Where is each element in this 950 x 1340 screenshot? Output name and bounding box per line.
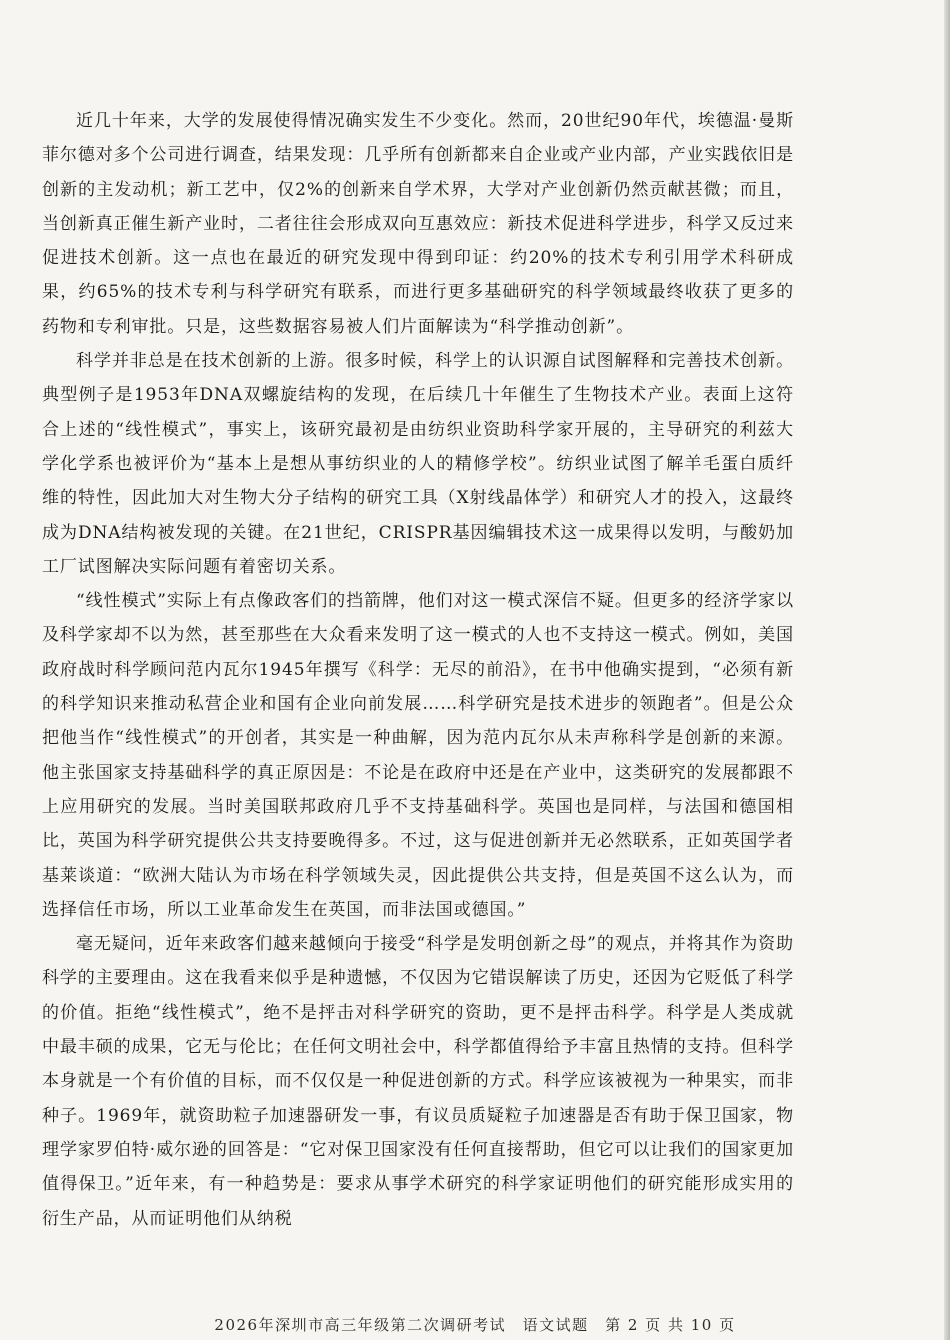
paragraph-1: 近几十年来，大学的发展使得情况确实发生不少变化。然而，20世纪90年代，埃德温·曼斯菲尔德对多个公司进行调查，结果发现：几乎所有创新都来自企业或产业内部，产业实践依旧是创新的主发动机；新工艺中，仅2%的创新来自学术界，大学对产业创新仍然贡献甚微；而且，当创新真正催生新产业时，二者往往会形成双向互惠效应：新技术促进科学进步，科学又反过来促进技术创新。这一点也在最近的研究发现中得到印证：约20%的技术专利引用学术科研成果，约65%的技术专利与科学研究有联系，而进行更多基础研究的科学领域最终收获了更多的药物和专利审批。只是，这些数据容易被人们片面解读为“科学推动创新”。 — [42, 111, 794, 337]
page-edge-shadow — [944, 0, 950, 1340]
paragraph-3: “线性模式”实际上有点像政客们的挡箭牌，他们对这一模式深信不疑。但更多的经济学家以及科学家却不以为然，甚至那些在大众看来发明了这一模式的人也不支持这一模式。例如，美国政府战时科学顾问范内瓦尔1945年撰写《科学：无尽的前沿》，在书中他确实提到，“必须有新的科学知识来推动私营企业和国有企业向前发展……科学研究是技术进步的领跑者”。但是公众把他当作“线性模式”的开创者，其实是一种曲解，因为范内瓦尔从未声称科学是创新的来源。他主张国家支持基础科学的真正原因是：不论是在政府中还是在产业中，这类研究的发展都跟不上应用研究的发展。当时美国联邦政府几乎不支持基础科学。英国也是同样，与法国和德国相比，英国为科学研究提供公共支持要晚得多。不过，这与促进创新并无必然联系，正如英国学者基莱谈道：“欧洲大陆认为市场在科学领域失灵，因此提供公共支持，但是英国不这么认为，而选择信任市场，所以工业革命发生在英国，而非法国或德国。” — [42, 591, 794, 920]
page-footer: 2026年深圳市高三年级第二次调研考试 语文试题 第 2 页 共 10 页 — [214, 1316, 736, 1334]
paragraph-4: 毫无疑问，近年来政客们越来越倾向于接受“科学是发明创新之母”的观点，并将其作为资助科学的主要理由。这在我看来似乎是种遗憾，不仅因为它错误解读了历史，还因为它贬低了科学的价值。拒绝“线性模式”，绝不是抨击对科学研究的资助，更不是抨击科学。科学是人类成就中最丰硕的成果，它无与伦比；在任何文明社会中，科学都值得给予丰富且热情的支持。但科学本身就是一个有价值的目标，而不仅仅是一种促进创新的方式。科学应该被视为一种果实，而非种子。1969年，就资助粒子加速器研发一事，有议员质疑粒子加速器是否有助于保卫国家，物理学家罗伯特·威尔逊的回答是：“它对保卫国家没有任何直接帮助，但它可以让我们的国家更加值得保卫。”近年来，有一种趋势是：要求从事学术研究的科学家证明他们的研究能形成实用的衍生产品，从而证明他们从纳税 — [42, 934, 794, 1229]
article-body — [42, 104, 794, 1236]
paragraph-2: 科学并非总是在技术创新的上游。很多时候，科学上的认识源自试图解释和完善技术创新。典型例子是1953年DNA双螺旋结构的发现，在后续几十年催生了生物技术产业。表面上这符合上述的“线性模式”，事实上，该研究最初是由纺织业资助科学家开展的，主导研究的利兹大学化学系也被评价为“基本上是想从事纺织业的人的精修学校”。纺织业试图了解羊毛蛋白质纤维的特性，因此加大对生物大分子结构的研究工具（X射线晶体学）和研究人才的投入，这最终成为DNA结构被发现的关键。在21世纪，CRISPR基因编辑技术这一成果得以发明，与酸奶加工厂试图解决实际问题有着密切关系。 — [42, 351, 794, 577]
